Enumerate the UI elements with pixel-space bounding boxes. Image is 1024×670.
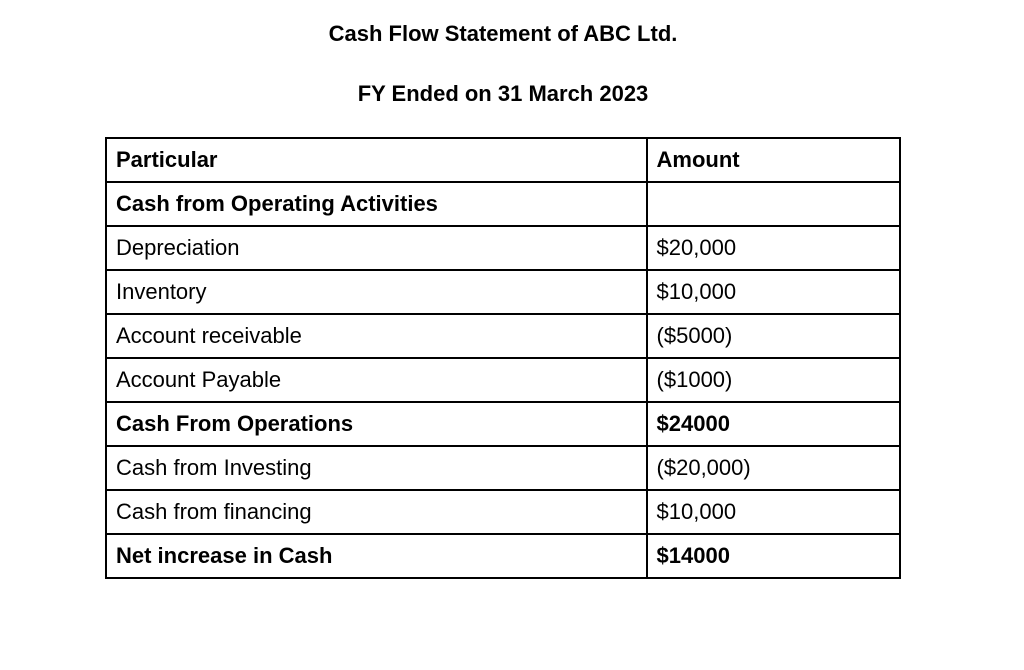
table-row-net-increase-in-cash [106, 534, 900, 578]
table-header-row [106, 138, 900, 182]
row-amount: $24000 [647, 402, 900, 446]
row-particular: Net increase in Cash [106, 534, 647, 578]
row-particular: Cash from Operating Activities [106, 182, 647, 226]
row-amount: ($1000) [647, 358, 900, 402]
cash-flow-table [105, 137, 901, 579]
row-amount: $20,000 [647, 226, 900, 270]
row-particular: Cash from financing [106, 490, 647, 534]
row-amount: ($5000) [647, 314, 900, 358]
row-particular: Depreciation [106, 226, 647, 270]
document-title: Cash Flow Statement of ABC Ltd. [328, 21, 678, 46]
table-row-cash-from-operations [106, 402, 900, 446]
column-header-amount: Amount [647, 138, 900, 182]
table-row-account-payable [106, 358, 900, 402]
row-particular: Cash From Operations [106, 402, 647, 446]
document-subtitle: FY Ended on 31 March 2023 [357, 81, 649, 106]
row-amount [647, 182, 900, 226]
table-row-inventory [106, 270, 900, 314]
row-amount: ($20,000) [647, 446, 900, 490]
row-particular: Inventory [106, 270, 647, 314]
row-particular: Cash from Investing [106, 446, 647, 490]
row-particular: Account receivable [106, 314, 647, 358]
column-header-particular: Particular [106, 138, 647, 182]
row-amount: $14000 [647, 534, 900, 578]
row-amount: $10,000 [647, 270, 900, 314]
row-amount: $10,000 [647, 490, 900, 534]
table-row-cash-from-investing [106, 446, 900, 490]
table-row-account-receivable [106, 314, 900, 358]
table-row-cash-from-financing [106, 490, 900, 534]
table-row-operating-activities-heading [106, 182, 900, 226]
row-particular: Account Payable [106, 358, 647, 402]
table-row-depreciation [106, 226, 900, 270]
